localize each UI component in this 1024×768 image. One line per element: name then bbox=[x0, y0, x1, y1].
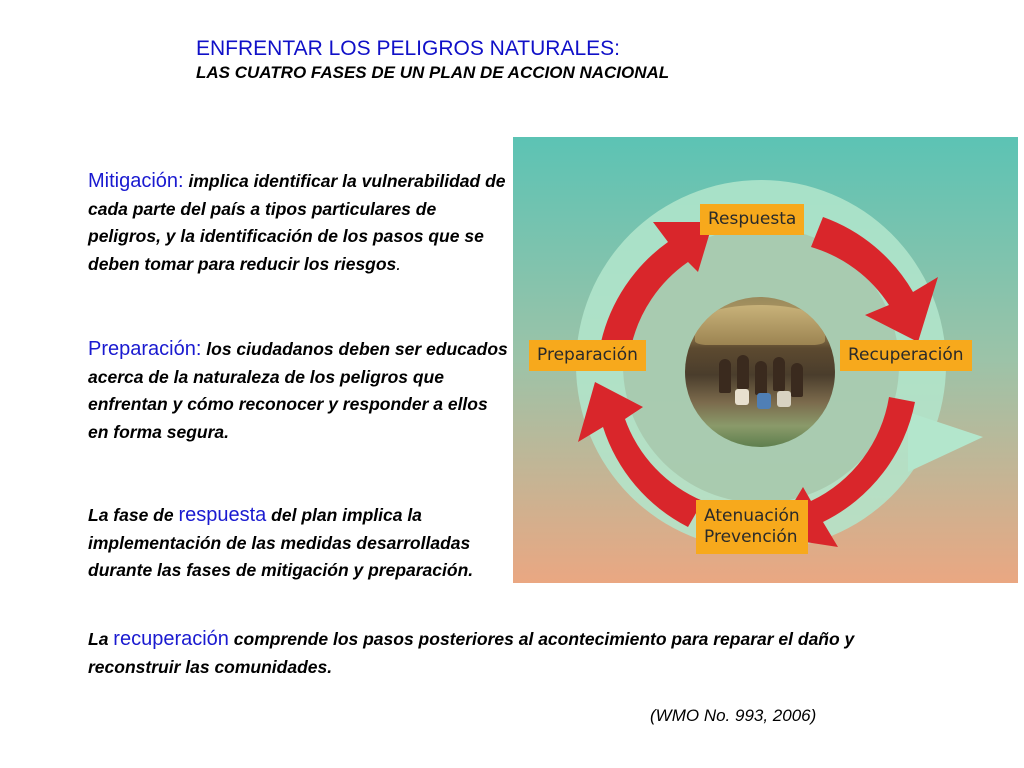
label-atenuacion-prevencion bbox=[696, 500, 808, 554]
village-photo bbox=[685, 297, 835, 447]
text-preparacion: los ciudadanos deben ser educados acerca de la naturaleza de los peligros que enfrentan y cómo reconocer y responder a ellos en forma segura. bbox=[88, 339, 508, 442]
citation: (WMO No. 993, 2006) bbox=[650, 706, 817, 725]
label-atenuacion-line2: Prevención bbox=[704, 527, 798, 547]
label-atenuacion-line1: Atenuación bbox=[704, 506, 800, 526]
page-title: ENFRENTAR LOS PELIGROS NATURALES: bbox=[196, 37, 620, 60]
text-mitigacion-end: . bbox=[396, 253, 402, 274]
prefix-respuesta: La fase de bbox=[88, 505, 179, 525]
person-figure bbox=[719, 359, 731, 393]
person-shirt bbox=[777, 391, 791, 407]
paragraph-mitigacion bbox=[88, 168, 508, 278]
person-figure bbox=[737, 355, 749, 389]
paragraph-preparacion bbox=[88, 336, 508, 446]
person-figure bbox=[773, 357, 785, 391]
person-figure bbox=[755, 361, 767, 395]
label-recuperacion: Recuperación bbox=[840, 340, 972, 371]
text-respuesta: del plan implica la implementación de las medidas desarrolladas durante las fases de mitigación y preparación. bbox=[88, 505, 474, 580]
page-subtitle: LAS CUATRO FASES DE UN PLAN DE ACCION NACIONAL bbox=[196, 63, 670, 82]
keyword-preparacion: Preparación: bbox=[88, 338, 202, 360]
paragraph-recuperacion bbox=[88, 626, 948, 681]
keyword-recuperacion: recuperación bbox=[113, 628, 229, 650]
text-recuperacion: comprende los pasos posteriores al acontecimiento para reparar el daño y reconstruir las comunidades. bbox=[88, 629, 855, 677]
label-respuesta: Respuesta bbox=[700, 204, 804, 235]
person-shirt bbox=[735, 389, 749, 405]
hut-roof bbox=[695, 305, 825, 345]
four-phases-diagram bbox=[513, 137, 1018, 583]
person-shirt bbox=[757, 393, 771, 409]
paragraph-respuesta bbox=[88, 502, 518, 585]
text-mitigacion: implica identificar la vulnerabilidad de cada parte del país a tipos particulares de peligros, y la identificación de los pasos que se deben tomar para reducir los riesgos bbox=[88, 171, 506, 274]
keyword-respuesta: respuesta bbox=[178, 504, 267, 526]
label-preparacion: Preparación bbox=[529, 340, 646, 371]
keyword-mitigacion: Mitigación: bbox=[88, 170, 184, 192]
prefix-recuperacion: La bbox=[88, 629, 114, 649]
person-figure bbox=[791, 363, 803, 397]
title-block bbox=[196, 36, 669, 84]
